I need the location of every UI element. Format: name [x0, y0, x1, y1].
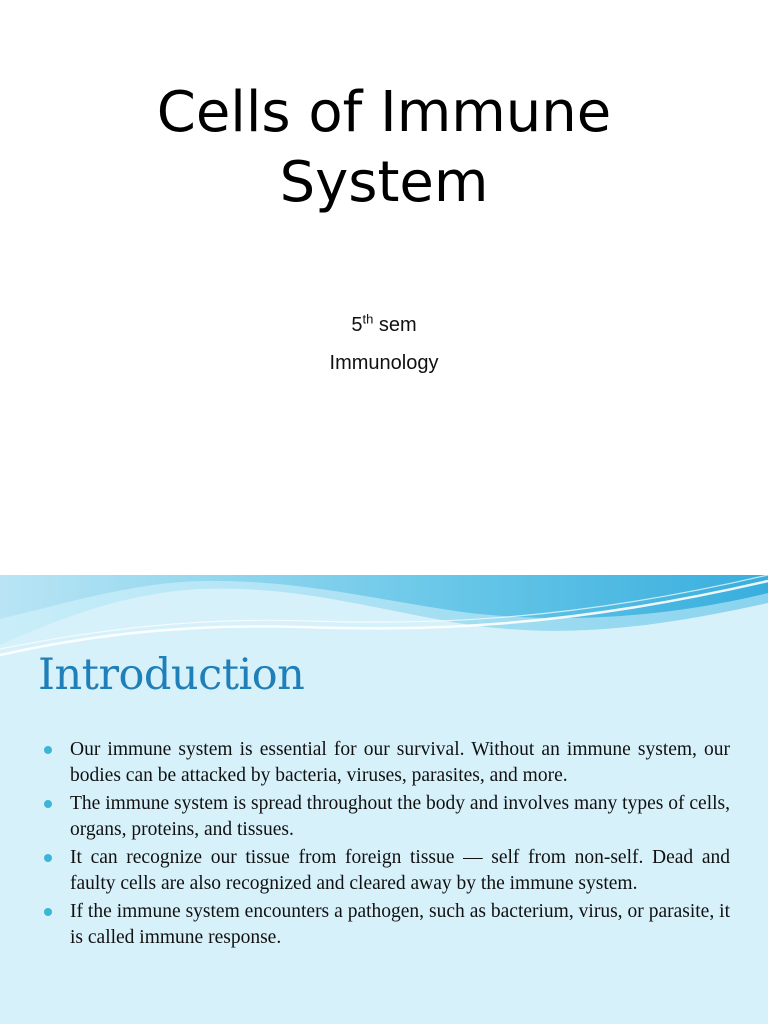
introduction-slide: [0, 575, 768, 1024]
introduction-heading: Introduction: [38, 650, 305, 700]
bullet-dot-icon: [44, 908, 52, 916]
bullet-dot-icon: [44, 800, 52, 808]
subject-line: Immunology: [329, 352, 439, 374]
bullet-item: [40, 899, 730, 951]
bullet-item: [40, 791, 730, 843]
bullet-text: If the immune system encounters a pathogen, such as bacterium, virus, or parasite, it is called immune response.: [70, 901, 730, 948]
bullet-item: [40, 737, 730, 789]
bullet-item: [40, 845, 730, 897]
semester-number: 5: [351, 314, 363, 336]
bullet-list: [40, 737, 730, 953]
bullet-dot-icon: [44, 854, 52, 862]
slide-title-line-1: Cells of Immune: [156, 80, 612, 145]
bullet-text: Our immune system is essential for our survival. Without an immune system, our bodies can be attacked by bacteria, viruses, parasites, and more.: [70, 739, 730, 786]
slide-title: [0, 78, 768, 218]
bullet-text: The immune system is spread throughout the body and involves many types of cells, organs, proteins, and tissues.: [70, 793, 730, 840]
bullet-dot-icon: [44, 746, 52, 754]
semester-suffix: th: [362, 311, 374, 327]
semester-word: sem: [378, 314, 417, 336]
bullet-text: It can recognize our tissue from foreign tissue — self from non-self. Dead and faulty cells are also recognized and cleared away by the immune system.: [70, 847, 730, 894]
semester-line: [0, 306, 768, 344]
slide-title-line-2: System: [279, 150, 489, 215]
slide-subtitle: [0, 306, 768, 382]
